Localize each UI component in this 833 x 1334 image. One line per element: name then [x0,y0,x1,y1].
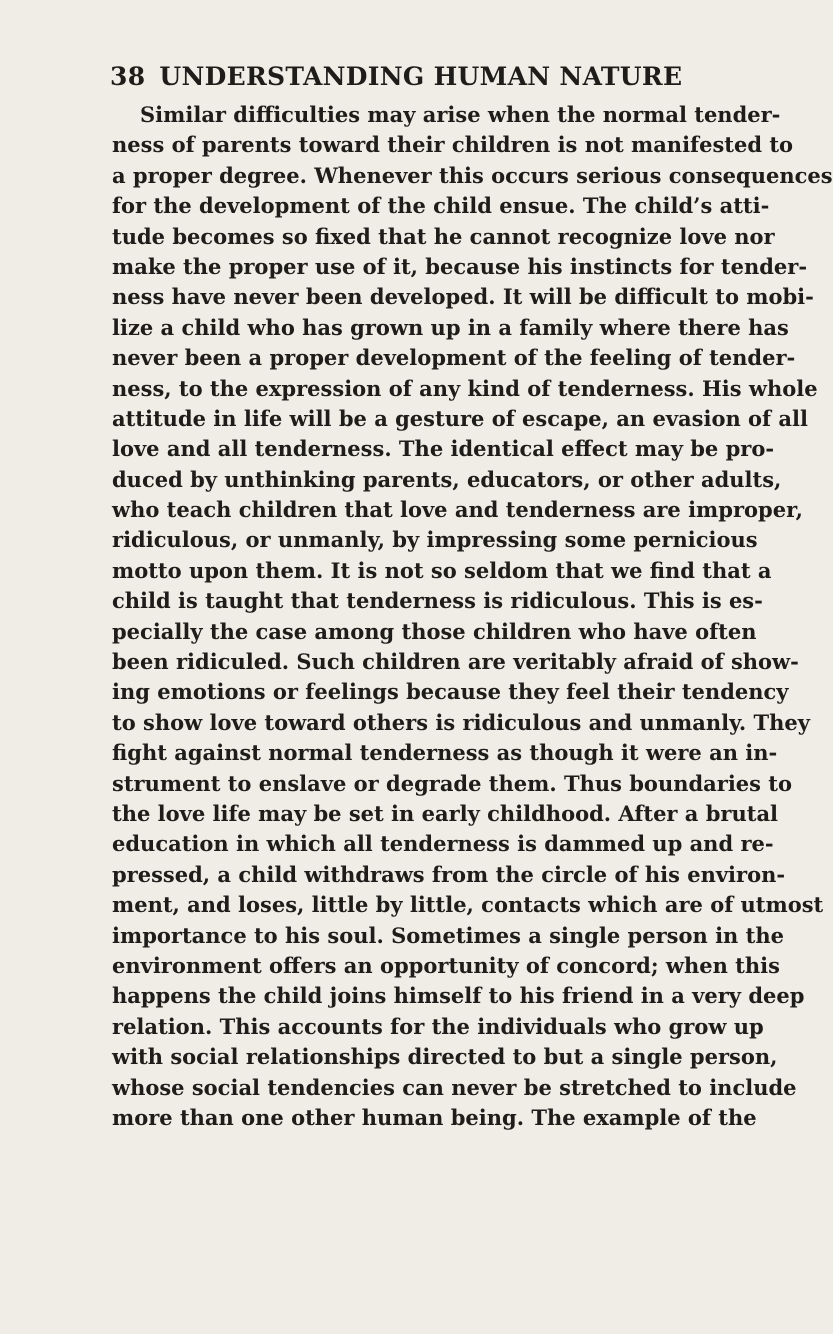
text-line: more than one other human being. The example of the [112,1104,757,1130]
text-line: attitude in life will be a gesture of escape, an evasion of all [112,405,808,431]
text-line: importance to his soul. Sometimes a single person in the [112,922,784,948]
page-header [110,62,710,96]
text-line: been ridiculed. Such children are veritably afraid of show- [112,649,799,675]
text-line: tude becomes so fixed that he cannot recognize love nor [112,223,775,249]
text-line: pecially the case among those children who have often [112,618,757,644]
text-line: pressed, a child withdraws from the circle of his environ- [112,861,786,887]
text-line: for the development of the child ensue. The child’s atti- [112,193,770,219]
text-line: a proper degree. Whenever this occurs serious consequences [112,162,833,188]
text-line: make the proper use of it, because his instincts for tender- [112,253,808,279]
text-line: relation. This accounts for the individuals who grow up [112,1013,764,1039]
text-line: ment, and loses, little by little, contacts which are of utmost [112,892,824,918]
text-line: ness have never been developed. It will be difficult to mobi- [112,284,814,310]
text-line: education in which all tenderness is dammed up and re- [112,831,774,857]
text-line: fight against normal tenderness as though it were an in- [112,740,778,766]
text-line: never been a proper development of the feeling of tender- [112,345,796,371]
text-line: environment offers an opportunity of concord; when this [112,952,780,978]
text-line: with social relationships directed to but a single person, [112,1044,778,1070]
text-line: child is taught that tenderness is ridiculous. This is es- [112,588,763,614]
text-line: motto upon them. It is not so seldom that we find that a [112,557,772,583]
text-line: who teach children that love and tenderness are improper, [112,497,803,523]
text-line: ridiculous, or unmanly, by impressing some pernicious [112,527,758,553]
text-line: to show love toward others is ridiculous and unmanly. They [112,709,810,735]
text-line: happens the child joins himself to his friend in a very deep [112,983,805,1009]
text-line: whose social tendencies can never be stretched to include [112,1074,797,1100]
text-line: duced by unthinking parents, educators, or other adults, [112,466,782,492]
text-line: love and all tenderness. The identical effect may be pro- [112,436,775,462]
text-line: ing emotions or feelings because they feel their tendency [112,679,789,705]
text-line: Similar difficulties may arise when the normal tender- [140,102,781,127]
text-line: ness, to the expression of any kind of tenderness. His whole [112,375,818,401]
text-line: ness of parents toward their children is not manifested to [112,132,794,158]
body-paragraph [112,100,833,1133]
text-line: lize a child who has grown up in a family where there has [112,314,789,340]
text-line: strument to enslave or degrade them. Thus boundaries to [112,770,793,796]
running-title: UNDERSTANDING HUMAN NATURE [159,62,683,91]
text-line: the love life may be set in early childhood. After a brutal [112,800,779,826]
page-number: 38 [110,62,146,91]
